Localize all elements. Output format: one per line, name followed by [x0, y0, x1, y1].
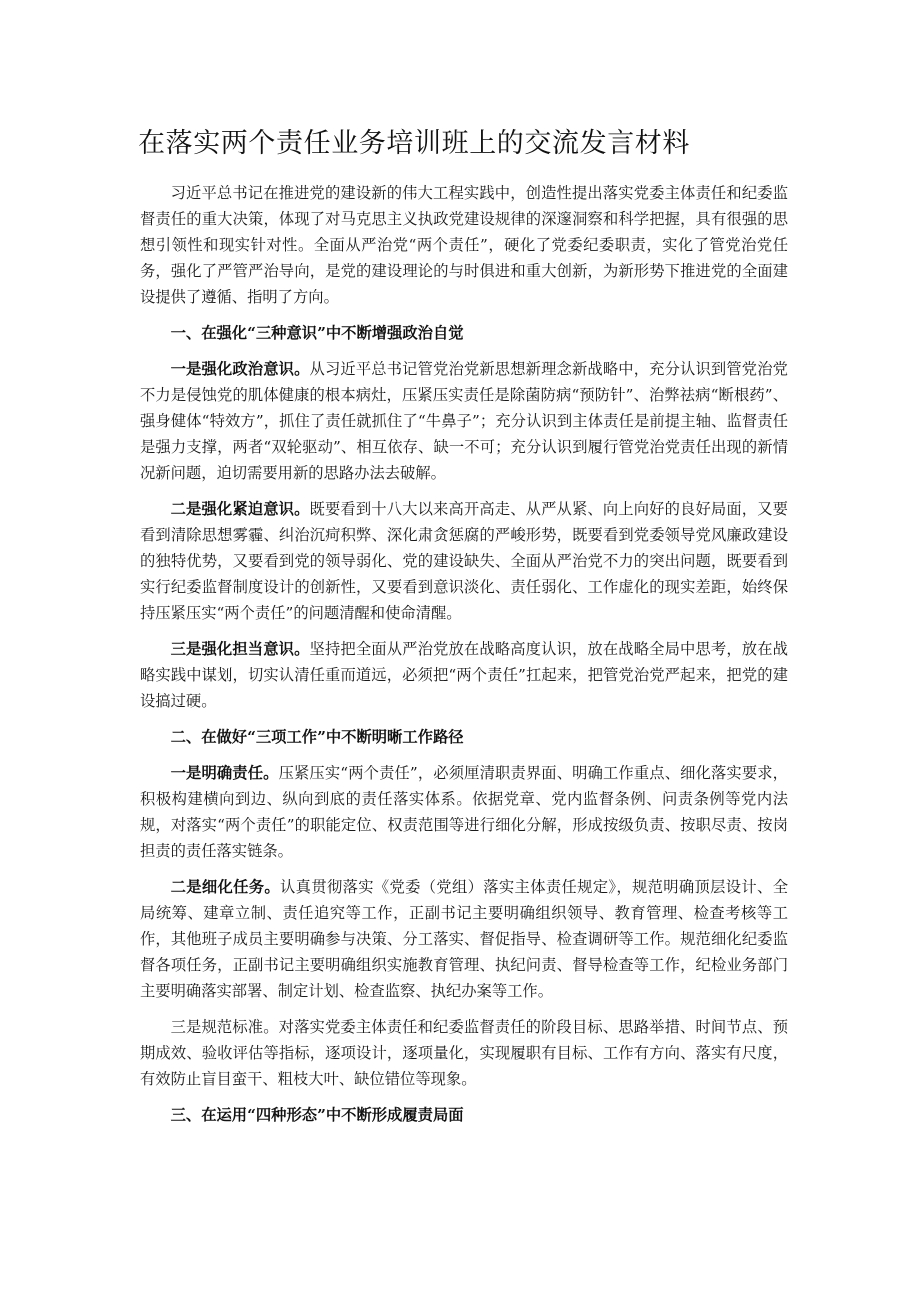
paragraph-lead: 二是强化紧迫意识。	[170, 500, 310, 518]
paragraph-clarify-responsibility	[140, 760, 788, 864]
section-heading-2: 二、在做好“三项工作”中不断明晰工作路径	[170, 728, 464, 746]
paragraph-lead: 一是明确责任。	[170, 764, 279, 782]
paragraph-text: 既要看到十八大以来高开高走、从严从紧、向上向好的良好局面，又要看到清除思想雾霾、纠治沉疴积弊、深化肃贪惩腐的严峻形势，既要看到党委领导党风廉政建设的独特优势，又要看到党的领导弱化、党的建设缺失、全面从严治党不力的突出问题，既要看到实行纪委监督制度设计的创新性，又要看到意识淡化、责任弱化、工作虚化的现实差距，始终保持压紧压实“两个责任”的问题清醒和使命清醒。	[140, 500, 788, 622]
paragraph-text: 从习近平总书记管党治党新思想新理念新战略中，充分认识到管党治党不力是侵蚀党的肌体健康的根本病灶，压紧压实责任是除菌防病“预防针”、治弊祛病“断根药”、强身健体“特效方”，抓住了责任就抓住了“牛鼻子”；充分认识到主体责任是前提主轴、监督责任是强力支撑，两者“双轮驱动”、相互依存、缺一不可；充分认识到履行管党治党责任出现的新情况新问题，迫切需要用新的思路办法去破解。	[140, 360, 788, 482]
paragraph-text: 认真贯彻落实《党委（党组）落实主体责任规定》，规范明确顶层设计、全局统筹、建章立制、责任追究等工作，正副书记主要明确组织领导、教育管理、检查考核等工作，其他班子成员主要明确参与决策、分工落实、督促指导、检查调研等工作。规范细化纪委监督各项任务，正副书记主要明确组织实施教育管理、执纪问责、督导检查等工作，纪检业务部门主要明确落实部署、制定计划、检查监察、执纪办案等工作。	[140, 878, 788, 1000]
paragraph-lead: 三是强化担当意识。	[170, 640, 310, 658]
paragraph-political-awareness	[140, 356, 788, 486]
document-body	[140, 180, 788, 1138]
paragraph-refine-tasks	[140, 874, 788, 1004]
paragraph-lead: 一是强化政治意识。	[170, 360, 310, 378]
paragraph-standardize	[140, 1014, 788, 1092]
section-heading-1: 一、在强化“三种意识”中不断增强政治自觉	[170, 324, 464, 342]
paragraph-text: 三是规范标准。对落实党委主体责任和纪委监督责任的阶段目标、思路举措、时间节点、预期成效、验收评估等指标，逐项设计，逐项量化，实现履职有目标、工作有方向、落实有尺度，有效防止盲目蛮干、粗枝大叶、缺位错位等现象。	[140, 1018, 788, 1088]
document-title: 在落实两个责任业务培训班上的交流发言材料	[138, 128, 690, 159]
paragraph-urgency-awareness	[140, 496, 788, 626]
paragraph-responsibility-awareness	[140, 636, 788, 714]
intro-paragraph: 习近平总书记在推进党的建设新的伟大工程实践中，创造性提出落实党委主体责任和纪委监督责任的重大决策，体现了对马克思主义执政党建设规律的深邃洞察和科学把握，具有很强的思想引领性和现实针对性。全面从严治党“两个责任”，硬化了党委纪委职责，实化了管党治党任务，强化了严管严治导向，是党的建设理论的与时俱进和重大创新，为新形势下推进党的全面建设提供了遵循、指明了方向。	[140, 184, 788, 306]
paragraph-text: 坚持把全面从严治党放在战略高度认识，放在战略全局中思考，放在战略实践中谋划，切实认清任重而道远，必须把“两个责任”扛起来，把管党治党严起来，把党的建设搞过硬。	[140, 640, 788, 710]
paragraph-lead: 二是细化任务。	[170, 878, 281, 896]
paragraph-text: 压紧压实“两个责任”，必须厘清职责界面、明确工作重点、细化落实要求，积极构建横向到边、纵向到底的责任落实体系。依据党章、党内监督条例、问责条例等党内法规，对落实“两个责任”的职能定位、权责范围等进行细化分解，形成按级负责、按职尽责、按岗担责的责任落实链条。	[140, 764, 788, 860]
section-heading-3: 三、在运用“四种形态”中不断形成履责局面	[170, 1106, 464, 1124]
